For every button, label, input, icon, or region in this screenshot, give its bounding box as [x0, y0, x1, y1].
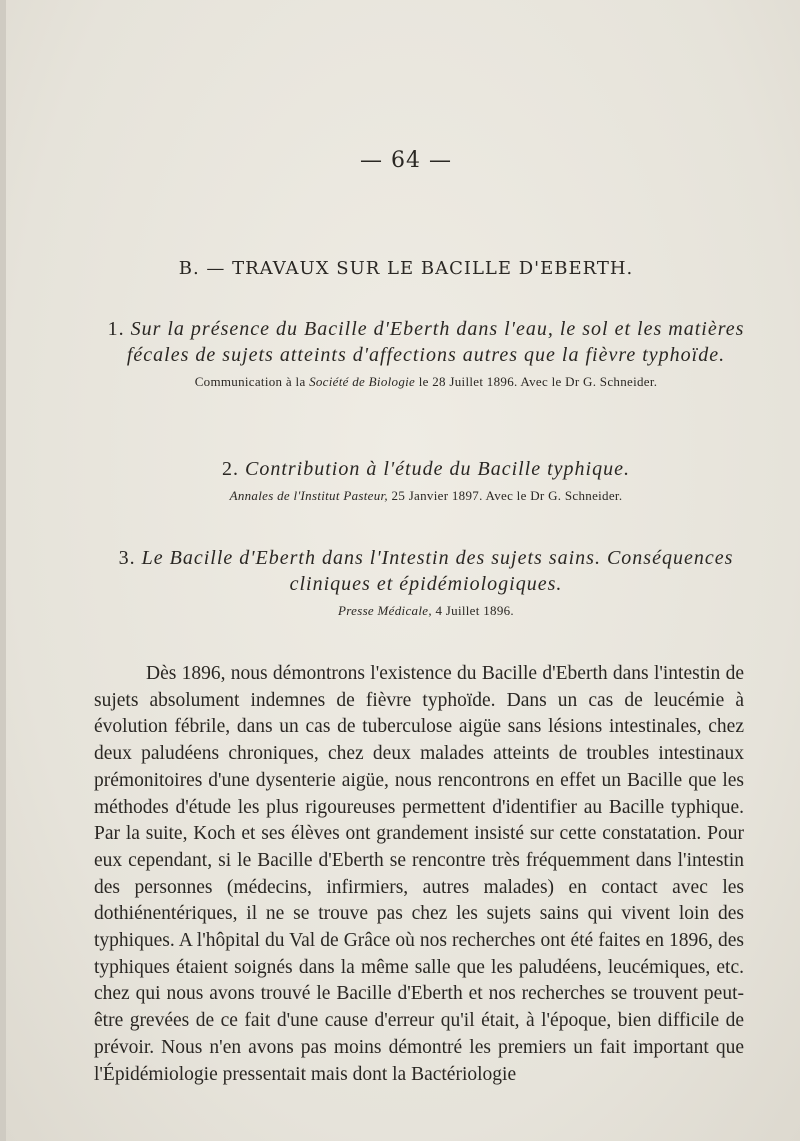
page-number: — 64 — [360, 148, 452, 173]
entry-title-text: Contribution à l'étude du Bacille typhique. [244, 458, 630, 480]
bibliography-entry [86, 456, 766, 504]
entry-source-journal: Société de Biologie [309, 374, 416, 389]
entry-source-suffix: 4 Juillet 1896. [435, 603, 514, 618]
entry-source-journal: Annales de l'Institut Pasteur, [229, 488, 388, 503]
entry-title [86, 456, 766, 482]
bibliography-entry [86, 545, 766, 619]
entry-source [86, 603, 766, 619]
entry-title [86, 316, 766, 368]
body-paragraph: Dès 1896, nous démontrons l'existence du Bacille d'Eberth dans l'intestin de sujets absolument indemnes de fièvre typhoïde. Dans un cas de leucémie à évolution fébrile, dans un cas de tuberculose aigüe sans lésions intestinales, chez deux paludéens chroniques, chez deux malades atteints de troubles intestinaux prémonitoires d'une dysenterie aigüe, nous rencontrons en effet un Bacille que les méthodes d'étude les plus rigoureuses permettent d'identifier au Bacille typhique. Par la suite, Koch et ses élèves ont grandement insisté sur cette constatation. Pour eux cependant, si le Bacille d'Eberth se rencontre très fréquemment dans l'intestin des personnes (médecins, infirmiers, autres malades) en contact avec les dothiénentériques, il ne se trouve pas chez les sujets sains qui vivent loin des typhiques. A l'hôpital du Val de Grâce où nos recherches ont été faites en 1896, des typhiques étaient soignés dans la même salle que les paludéens, leucémiques, etc. chez qui nous avons trouvé le Bacille d'Eberth et nos recherches se trouvent peut-être grevées de ce fait d'une cause d'erreur qu'il était, à l'époque, bien difficile de prévoir. Nous n'en avons pas moins démontré les premiers un fait important que l'Épidémiologie pressentait mais dont la Bactériologie [94, 663, 744, 1085]
entry-source-suffix: le 28 Juillet 1896. Avec le Dr G. Schneider. [418, 374, 658, 389]
entry-number: 1. [107, 318, 125, 340]
entry-source-suffix: 25 Janvier 1897. Avec le Dr G. Schneider. [391, 488, 623, 503]
entry-source [86, 374, 766, 390]
entry-number: 3. [118, 547, 136, 569]
entry-source [86, 488, 766, 504]
section-heading: B. — TRAVAUX SUR LE BACILLE D'EBERTH. [178, 258, 634, 279]
entry-title [86, 545, 766, 597]
entry-number: 2. [221, 458, 239, 480]
entry-source-journal: Presse Médicale, [338, 603, 432, 618]
entry-source-prefix: Communication à la [194, 374, 306, 389]
bibliography-entry [86, 316, 766, 390]
entry-title-text: Le Bacille d'Eberth dans l'Intestin des sujets sains. Conséquences cliniques et épidémiologiques. [141, 547, 734, 595]
entry-title-text: Sur la présence du Bacille d'Eberth dans l'eau, le sol et les matières fécales de sujets atteints d'affections autres que la fièvre typhoïde. [126, 318, 745, 366]
